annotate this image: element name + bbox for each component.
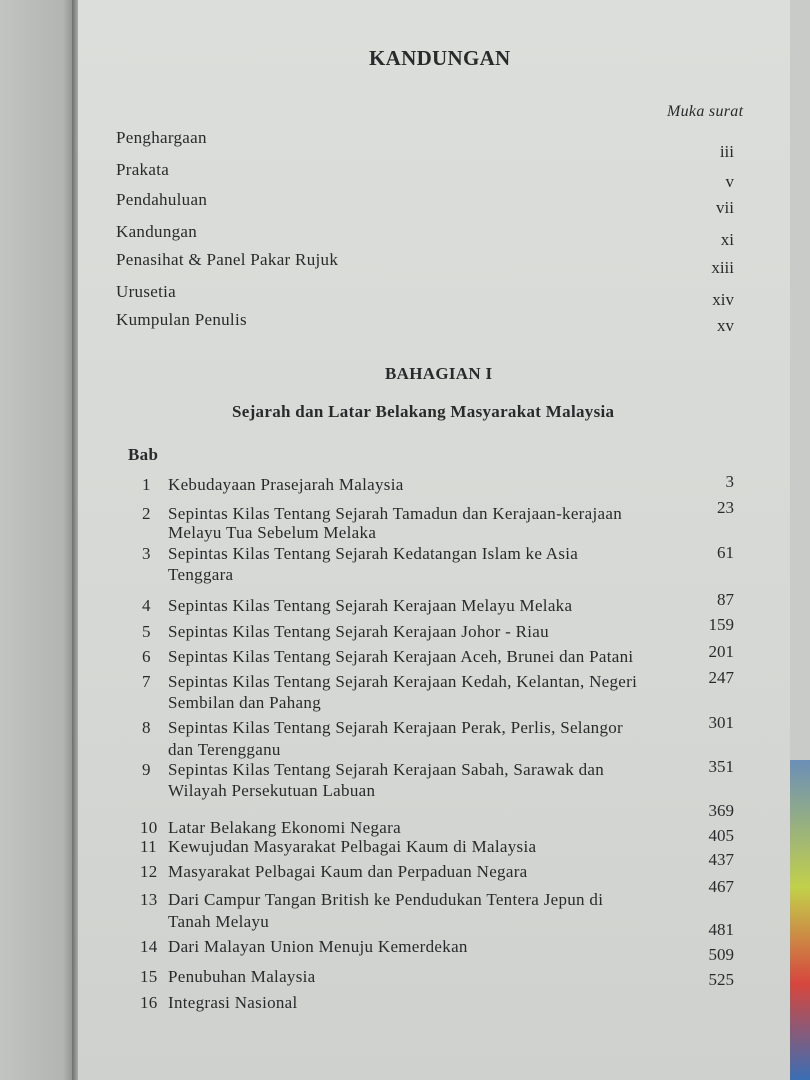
chapter-title: Sepintas Kilas Tentang Sejarah Kerajaan Kedah, Kelantan, Negeri: [168, 672, 638, 691]
part-subtitle: Sejarah dan Latar Belakang Masyarakat Malaysia: [232, 402, 615, 421]
chapter-page: 61: [717, 543, 734, 562]
chapter-title: Sepintas Kilas Tentang Sejarah Tamadun dan Kerajaan-kerajaan: [168, 504, 622, 523]
chapter-page: 525: [708, 970, 734, 989]
front-matter-item: Kumpulan Penulis: [116, 310, 247, 329]
chapter-title: Latar Belakang Ekonomi Negara: [168, 818, 401, 837]
chapter-number: 15: [140, 967, 158, 986]
chapter-title-continued: Tanah Melayu: [168, 912, 270, 931]
chapter-title: Penubuhan Malaysia: [168, 967, 316, 986]
chapter-number: 2: [142, 504, 151, 523]
chapter-page: 369: [708, 801, 734, 820]
chapter-number: 3: [142, 544, 151, 563]
chapter-number: 4: [142, 596, 151, 615]
chapter-title-continued: Tenggara: [168, 565, 234, 584]
front-matter-item: Penghargaan: [116, 128, 207, 147]
chapter-title: Dari Campur Tangan British ke Pendudukan Tentera Jepun di: [168, 890, 604, 909]
chapter-number: 9: [142, 760, 151, 779]
front-matter-item: Urusetia: [116, 282, 176, 301]
chapter-page: 201: [708, 642, 734, 661]
chapter-number: 13: [140, 890, 158, 909]
chapter-number: 10: [140, 818, 158, 837]
chapter-title: Dari Malayan Union Menuju Kemerdekan: [168, 937, 468, 956]
chapter-number: 16: [140, 993, 158, 1012]
chapter-title: Sepintas Kilas Tentang Sejarah Kedatangan Islam ke Asia: [168, 544, 579, 563]
chapter-number: 5: [142, 622, 151, 641]
front-matter-page: xiii: [711, 258, 734, 277]
front-matter-page: iii: [719, 142, 734, 161]
front-matter-page: vii: [716, 198, 734, 217]
front-matter-page: xiv: [712, 290, 734, 309]
chapter-title: Sepintas Kilas Tentang Sejarah Kerajaan Sabah, Sarawak dan: [168, 760, 605, 779]
front-matter-item: Kandungan: [116, 222, 198, 241]
chapter-number: 14: [140, 937, 158, 956]
chapter-title: Integrasi Nasional: [168, 993, 298, 1012]
chapter-title: Sepintas Kilas Tentang Sejarah Kerajaan Aceh, Brunei dan Patani: [168, 647, 634, 666]
chapter-page: 3: [725, 472, 734, 491]
chapter-number: 6: [142, 647, 151, 666]
page-title: KANDUNGAN: [369, 46, 511, 70]
chapter-page: 467: [708, 877, 734, 896]
chapter-page: 405: [708, 826, 734, 845]
facing-page-edge: [0, 0, 74, 1080]
chapter-page: 247: [708, 668, 734, 687]
chapter-title-continued: Wilayah Persekutuan Labuan: [168, 781, 376, 800]
chapter-page: 23: [717, 498, 734, 517]
chapter-page: 159: [708, 615, 734, 634]
chapter-title: Sepintas Kilas Tentang Sejarah Kerajaan Johor - Riau: [168, 622, 549, 641]
bab-label: Bab: [128, 445, 159, 464]
chapter-number: 8: [142, 718, 151, 737]
chapter-number: 12: [140, 862, 158, 881]
part-title: BAHAGIAN I: [385, 364, 493, 383]
front-matter-page: v: [725, 172, 734, 191]
chapter-title-continued: Sembilan dan Pahang: [168, 693, 322, 712]
chapter-page: 509: [708, 945, 734, 964]
front-matter-item: Penasihat & Panel Pakar Rujuk: [116, 250, 339, 269]
chapter-title: Kebudayaan Prasejarah Malaysia: [168, 475, 404, 494]
page-column-label: Muka surat: [667, 103, 744, 120]
chapter-title: Sepintas Kilas Tentang Sejarah Kerajaan Perak, Perlis, Selangor: [168, 718, 624, 737]
chapter-page: 301: [708, 713, 734, 732]
chapter-page: 351: [708, 757, 734, 776]
chapter-title-continued: Melayu Tua Sebelum Melaka: [168, 523, 377, 542]
chapter-title: Kewujudan Masyarakat Pelbagai Kaum di Malaysia: [168, 837, 537, 856]
front-matter-page: xv: [717, 316, 734, 335]
chapter-title: Sepintas Kilas Tentang Sejarah Kerajaan Melayu Melaka: [168, 596, 573, 615]
chapter-page: 481: [708, 920, 734, 939]
front-matter-page: xi: [720, 230, 734, 249]
chapter-page: 87: [717, 590, 734, 609]
chapter-number: 7: [142, 672, 151, 691]
chapter-number: 11: [140, 837, 157, 856]
background-edge: [790, 760, 810, 1080]
front-matter-item: Prakata: [116, 160, 170, 179]
front-matter-item: Pendahuluan: [116, 190, 208, 209]
chapter-title: Masyarakat Pelbagai Kaum dan Perpaduan Negara: [168, 862, 528, 881]
chapter-title-continued: dan Terengganu: [168, 740, 281, 759]
chapter-page: 437: [708, 850, 734, 869]
chapter-number: 1: [142, 475, 151, 494]
